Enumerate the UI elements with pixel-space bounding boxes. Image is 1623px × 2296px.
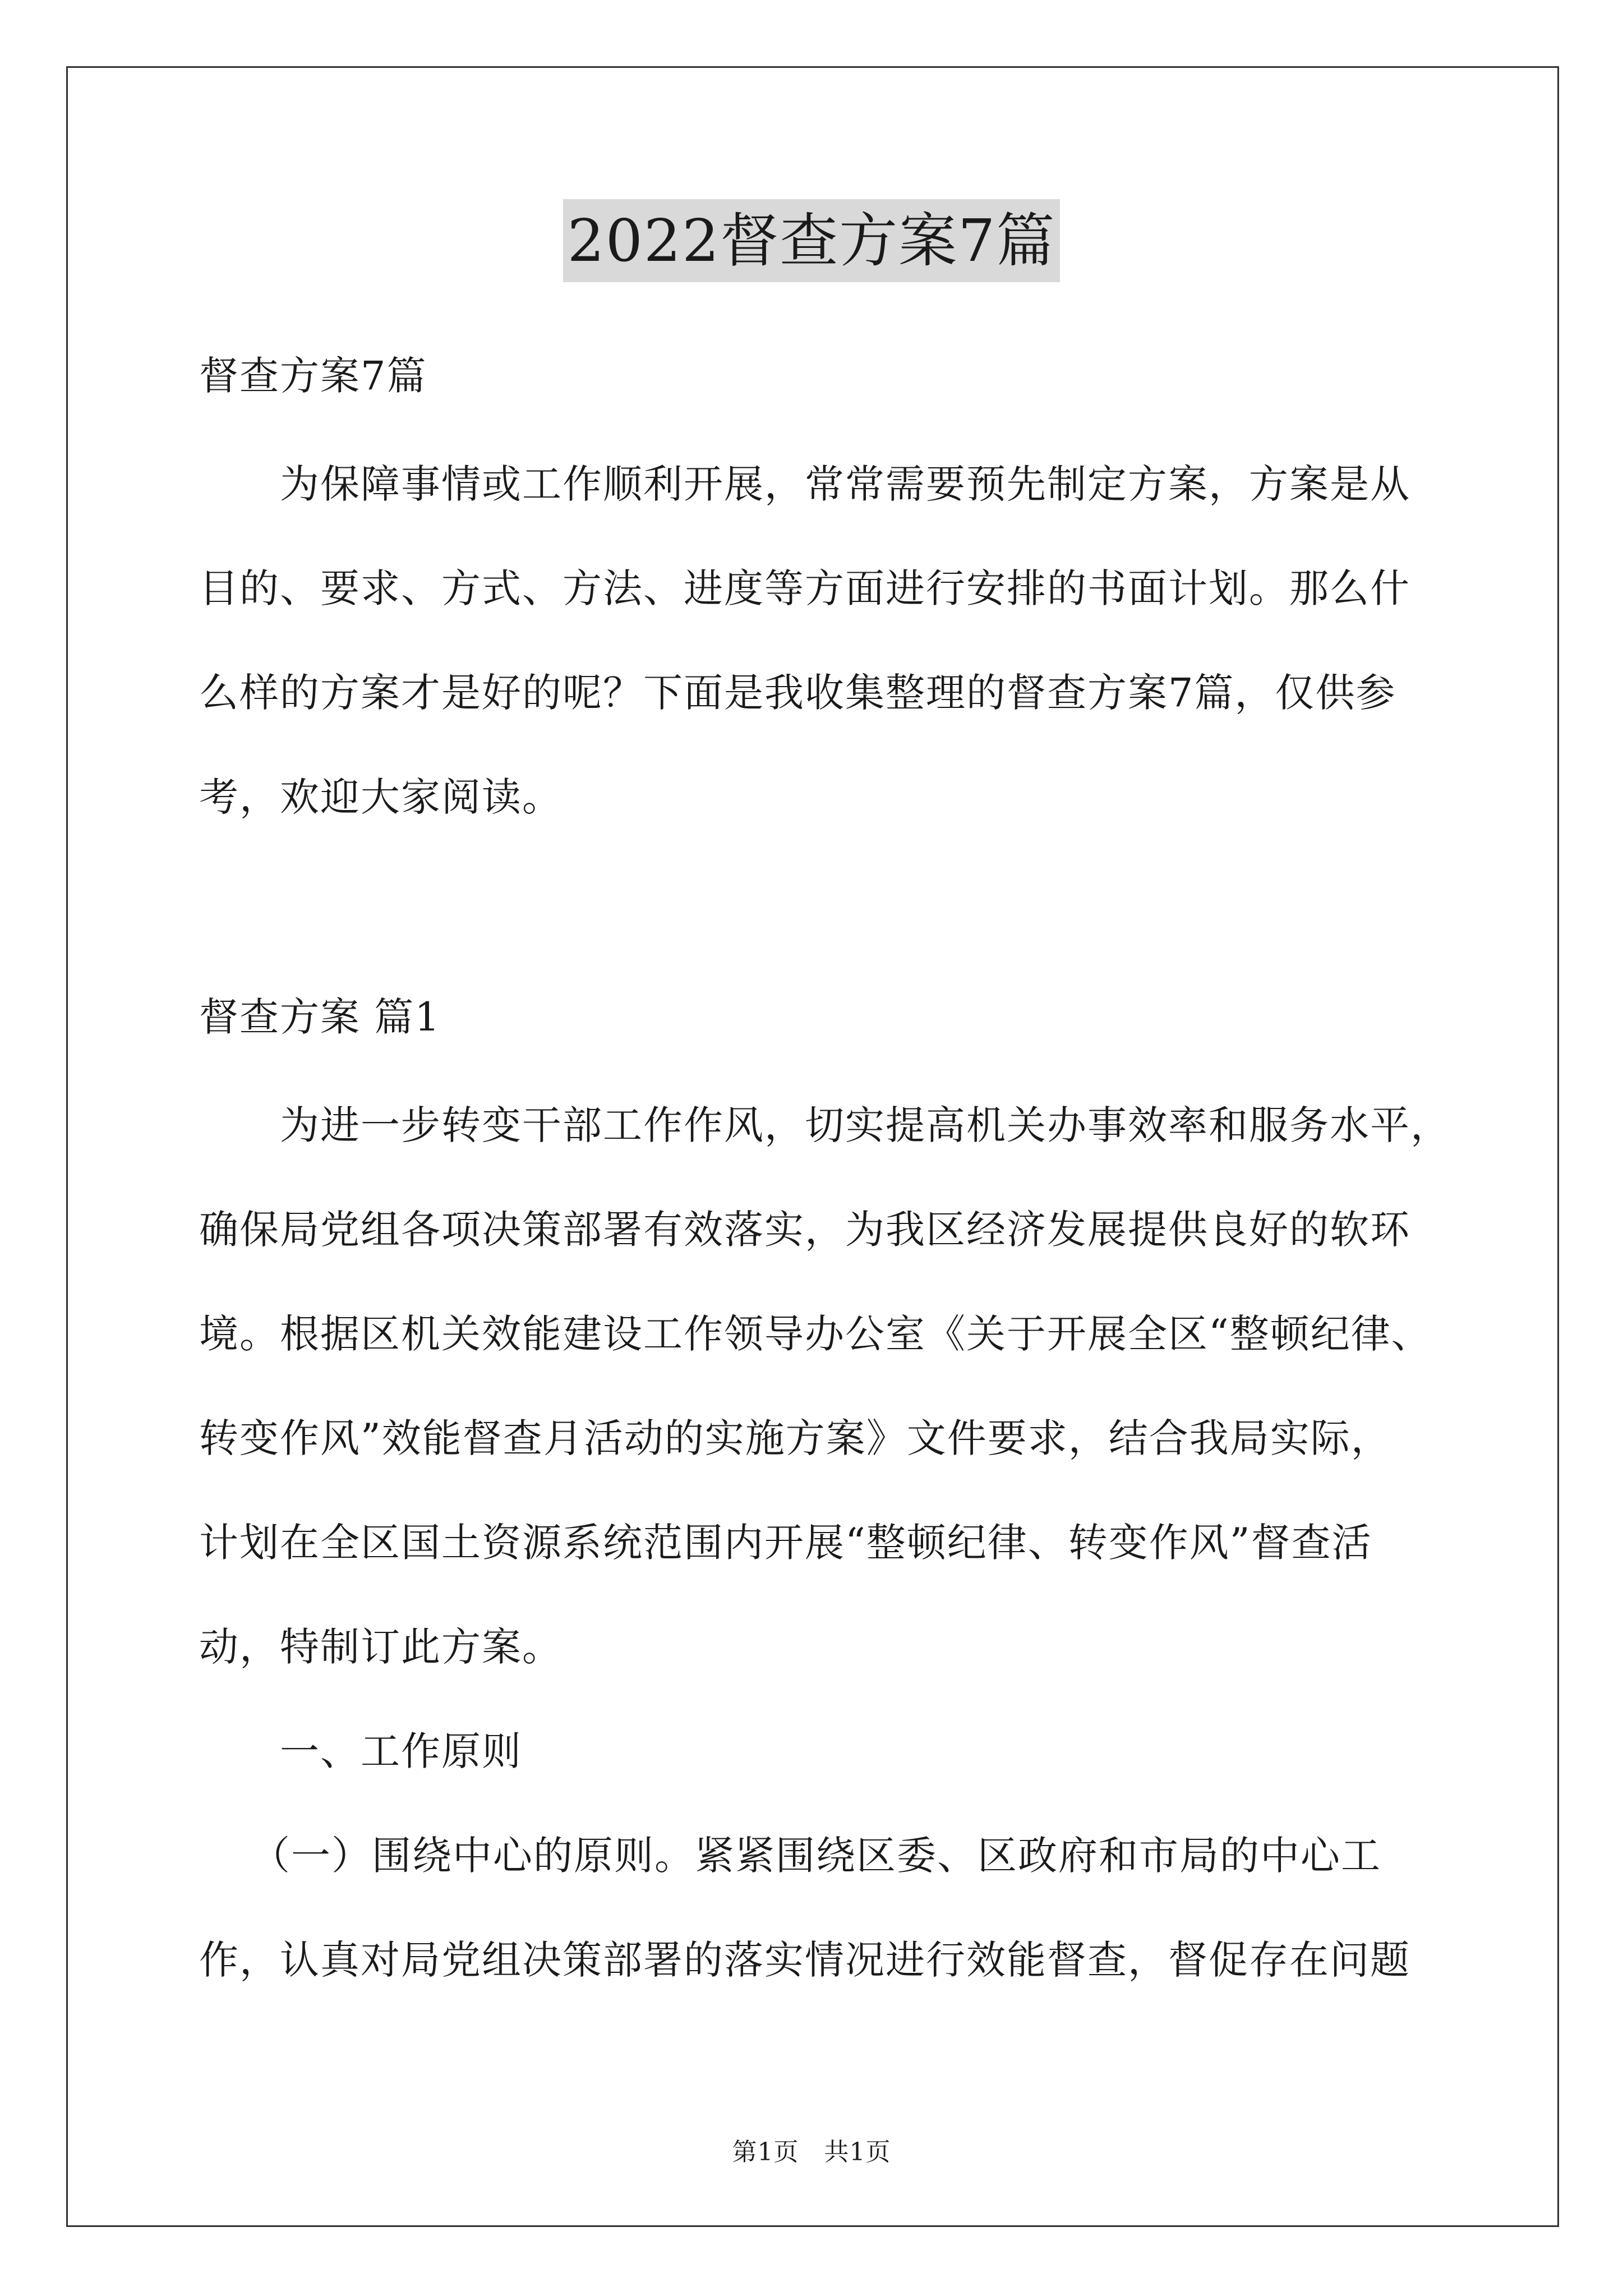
paragraph-line: 计划在全区国土资源系统范围内开展“整顿纪律、转变作风”督查活 bbox=[199, 1520, 1372, 1566]
paragraph-line: 动，特制订此方案。 bbox=[199, 1624, 562, 1670]
subheading: 一、工作原则 bbox=[280, 1728, 522, 1774]
paragraph-line: 转变作风”效能督查月活动的实施方案》文件要求，结合我局实际， bbox=[199, 1415, 1391, 1461]
subtitle: 督查方案7篇 bbox=[199, 353, 427, 399]
section-heading: 督查方案 篇1 bbox=[199, 994, 441, 1040]
intro-line: 为保障事情或工作顺利开展，常常需要预先制定方案，方案是从 bbox=[280, 461, 1410, 507]
paragraph-line: 作，认真对局党组决策部署的落实情况进行效能督查，督促存在问题 bbox=[199, 1937, 1410, 1983]
page-footer: 第1页 共1页 bbox=[732, 2138, 891, 2166]
paragraph-line: 为进一步转变干部工作作风，切实提高机关办事效率和服务水平， bbox=[280, 1102, 1451, 1148]
document-title: 2022督查方案7篇 bbox=[563, 199, 1061, 282]
paragraph-line: 确保局党组各项决策部署有效落实，为我区经济发展提供良好的软环 bbox=[199, 1207, 1410, 1253]
intro-line: 么样的方案才是好的呢？下面是我收集整理的督查方案7篇，仅供参 bbox=[199, 670, 1396, 716]
intro-line: 考，欢迎大家阅读。 bbox=[199, 774, 562, 820]
paragraph-line: 境。根据区机关效能建设工作领导办公室《关于开展全区“整顿纪律、 bbox=[199, 1311, 1432, 1357]
paragraph-line: （一）围绕中心的原则。紧紧围绕区委、区政府和市局的中心工 bbox=[251, 1833, 1381, 1879]
title-container bbox=[0, 199, 1623, 282]
intro-line: 目的、要求、方式、方法、进度等方面进行安排的书面计划。那么什 bbox=[199, 565, 1410, 611]
